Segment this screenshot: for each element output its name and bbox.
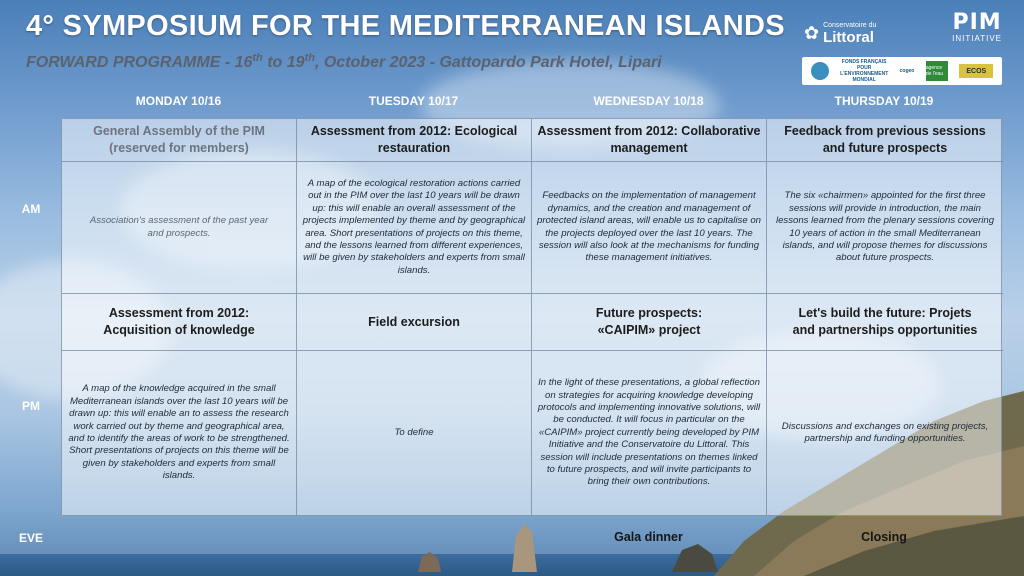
schedule-grid <box>61 118 1002 516</box>
schedule-cell <box>767 162 1003 294</box>
session-description: The six «chairmen» appointed for the first three sessions will provide in introduction, the main lessons learned from the plenary sessions covering 10 years of action in the small Mediterranean islands, and will propose themes for discussions about future prospects. <box>775 190 995 264</box>
row-label-pm: PM <box>22 399 40 413</box>
schedule-cell <box>767 119 1003 162</box>
flower-icon: ✿ <box>804 23 820 43</box>
schedule-cell <box>297 294 532 351</box>
schedule-cell <box>62 162 297 294</box>
ecos-logo: ECOS <box>959 64 993 78</box>
schedule-cell <box>767 351 1003 515</box>
session-title: Assessment from 2012: Collaborative management <box>537 124 761 155</box>
schedule-cell <box>297 351 532 515</box>
day-header-thursday: THURSDAY 10/19 <box>834 94 934 108</box>
sponsor-logos <box>802 57 1002 85</box>
session-description: To define <box>394 426 434 438</box>
schedule-cell <box>767 294 1003 351</box>
day-header-wednesday: WEDNESDAY 10/18 <box>593 94 704 108</box>
eve-gala-dinner: Gala dinner <box>614 530 683 544</box>
row-label-eve: EVE <box>18 531 43 545</box>
session-title: Feedback from previous sessions and future prospects <box>784 124 986 155</box>
session-description: A map of the ecological restoration actions carried out in the PIM over the last 10 years will be drawn up: this will enable an overall assessment of the projects implemented by theme and by geographical area. Short presentations of projects on this theme, and the lessons learned from different experiences, will be given by stakeholders and experts from small islands. <box>302 177 526 276</box>
session-description: In the light of these presentations, a global reflection on strategies for acquiring knowledge developing protocols and implementing innovative solutions, will be conducted. It will focus in particular on the «CAIPIM» project currently being developed by PIM Initiative and the Conservatoire du Littoral. This session will include presentations on themes linked to future prospects, and will invite participants to bring their own contributions. <box>537 377 761 488</box>
globe-icon <box>811 62 829 80</box>
session-title: Let's build the future: Projets and partnerships opportunities <box>792 306 978 337</box>
ffem-logo: FONDS FRANÇAIS POUR L'ENVIRONNEMENT MONDIAL <box>840 59 889 83</box>
sea-stack-dark <box>672 542 718 572</box>
row-label-am: AM <box>21 202 41 216</box>
schedule-cell <box>532 351 767 515</box>
page-title: 4° SYMPOSIUM FOR THE MEDITERRANEAN ISLANDS <box>26 10 785 42</box>
schedule-cell <box>62 351 297 515</box>
schedule-cell <box>532 162 767 294</box>
schedule-cell <box>62 119 297 162</box>
session-title: Assessment from 2012: Acquisition of knowledge <box>103 306 255 337</box>
page-subtitle: FORWARD PROGRAMME - 16th to 19th, October 2023 - Gattopardo Park Hotel, Lipari <box>26 52 662 71</box>
cogeo-logo: cogeo <box>899 68 915 74</box>
session-description: A map of the knowledge acquired in the small Mediterranean islands over the last 10 years will be drawn up: this will enable an to assess the research work carried out by theme and geographical area, and to identify the areas of work to be strengthened. Short presentations of projects on this theme will be given by stakeholders and experts from small islands. <box>68 383 290 482</box>
session-title: Assessment from 2012: Ecological restauration <box>310 124 518 155</box>
session-title: General Assembly of the PIM (reserved for members) <box>93 124 265 155</box>
session-description: Association's assessment of the past year and prospects. <box>89 215 269 239</box>
eve-closing: Closing <box>861 530 907 544</box>
schedule-cell <box>532 119 767 162</box>
session-title: Future prospects: «CAIPIM» project <box>595 306 703 337</box>
littoral-logo: ✿ Conservatoire du Littoral <box>804 22 877 46</box>
schedule-cell <box>532 294 767 351</box>
pim-logo: PIM INITIATIVE <box>952 10 1002 43</box>
session-description: Feedbacks on the implementation of management dynamics, and the creation and management of protected island areas, will enable us to capitalise on the projects deployed over the last 10 years. The session will also look at the mechanisms for funding these management initiatives. <box>537 190 761 264</box>
agence-eau-logo: agence de l'eau <box>926 61 948 81</box>
day-header-monday: MONDAY 10/16 <box>135 94 222 108</box>
day-header-tuesday: TUESDAY 10/17 <box>368 94 459 108</box>
schedule-cell <box>297 119 532 162</box>
session-description: Discussions and exchanges on existing projects, partnership and funding opportunities. <box>781 420 989 444</box>
sea-stack-small <box>416 550 442 572</box>
schedule-cell <box>62 294 297 351</box>
logos <box>802 10 1002 86</box>
session-title: Field excursion <box>368 314 460 329</box>
schedule-cell <box>297 162 532 294</box>
